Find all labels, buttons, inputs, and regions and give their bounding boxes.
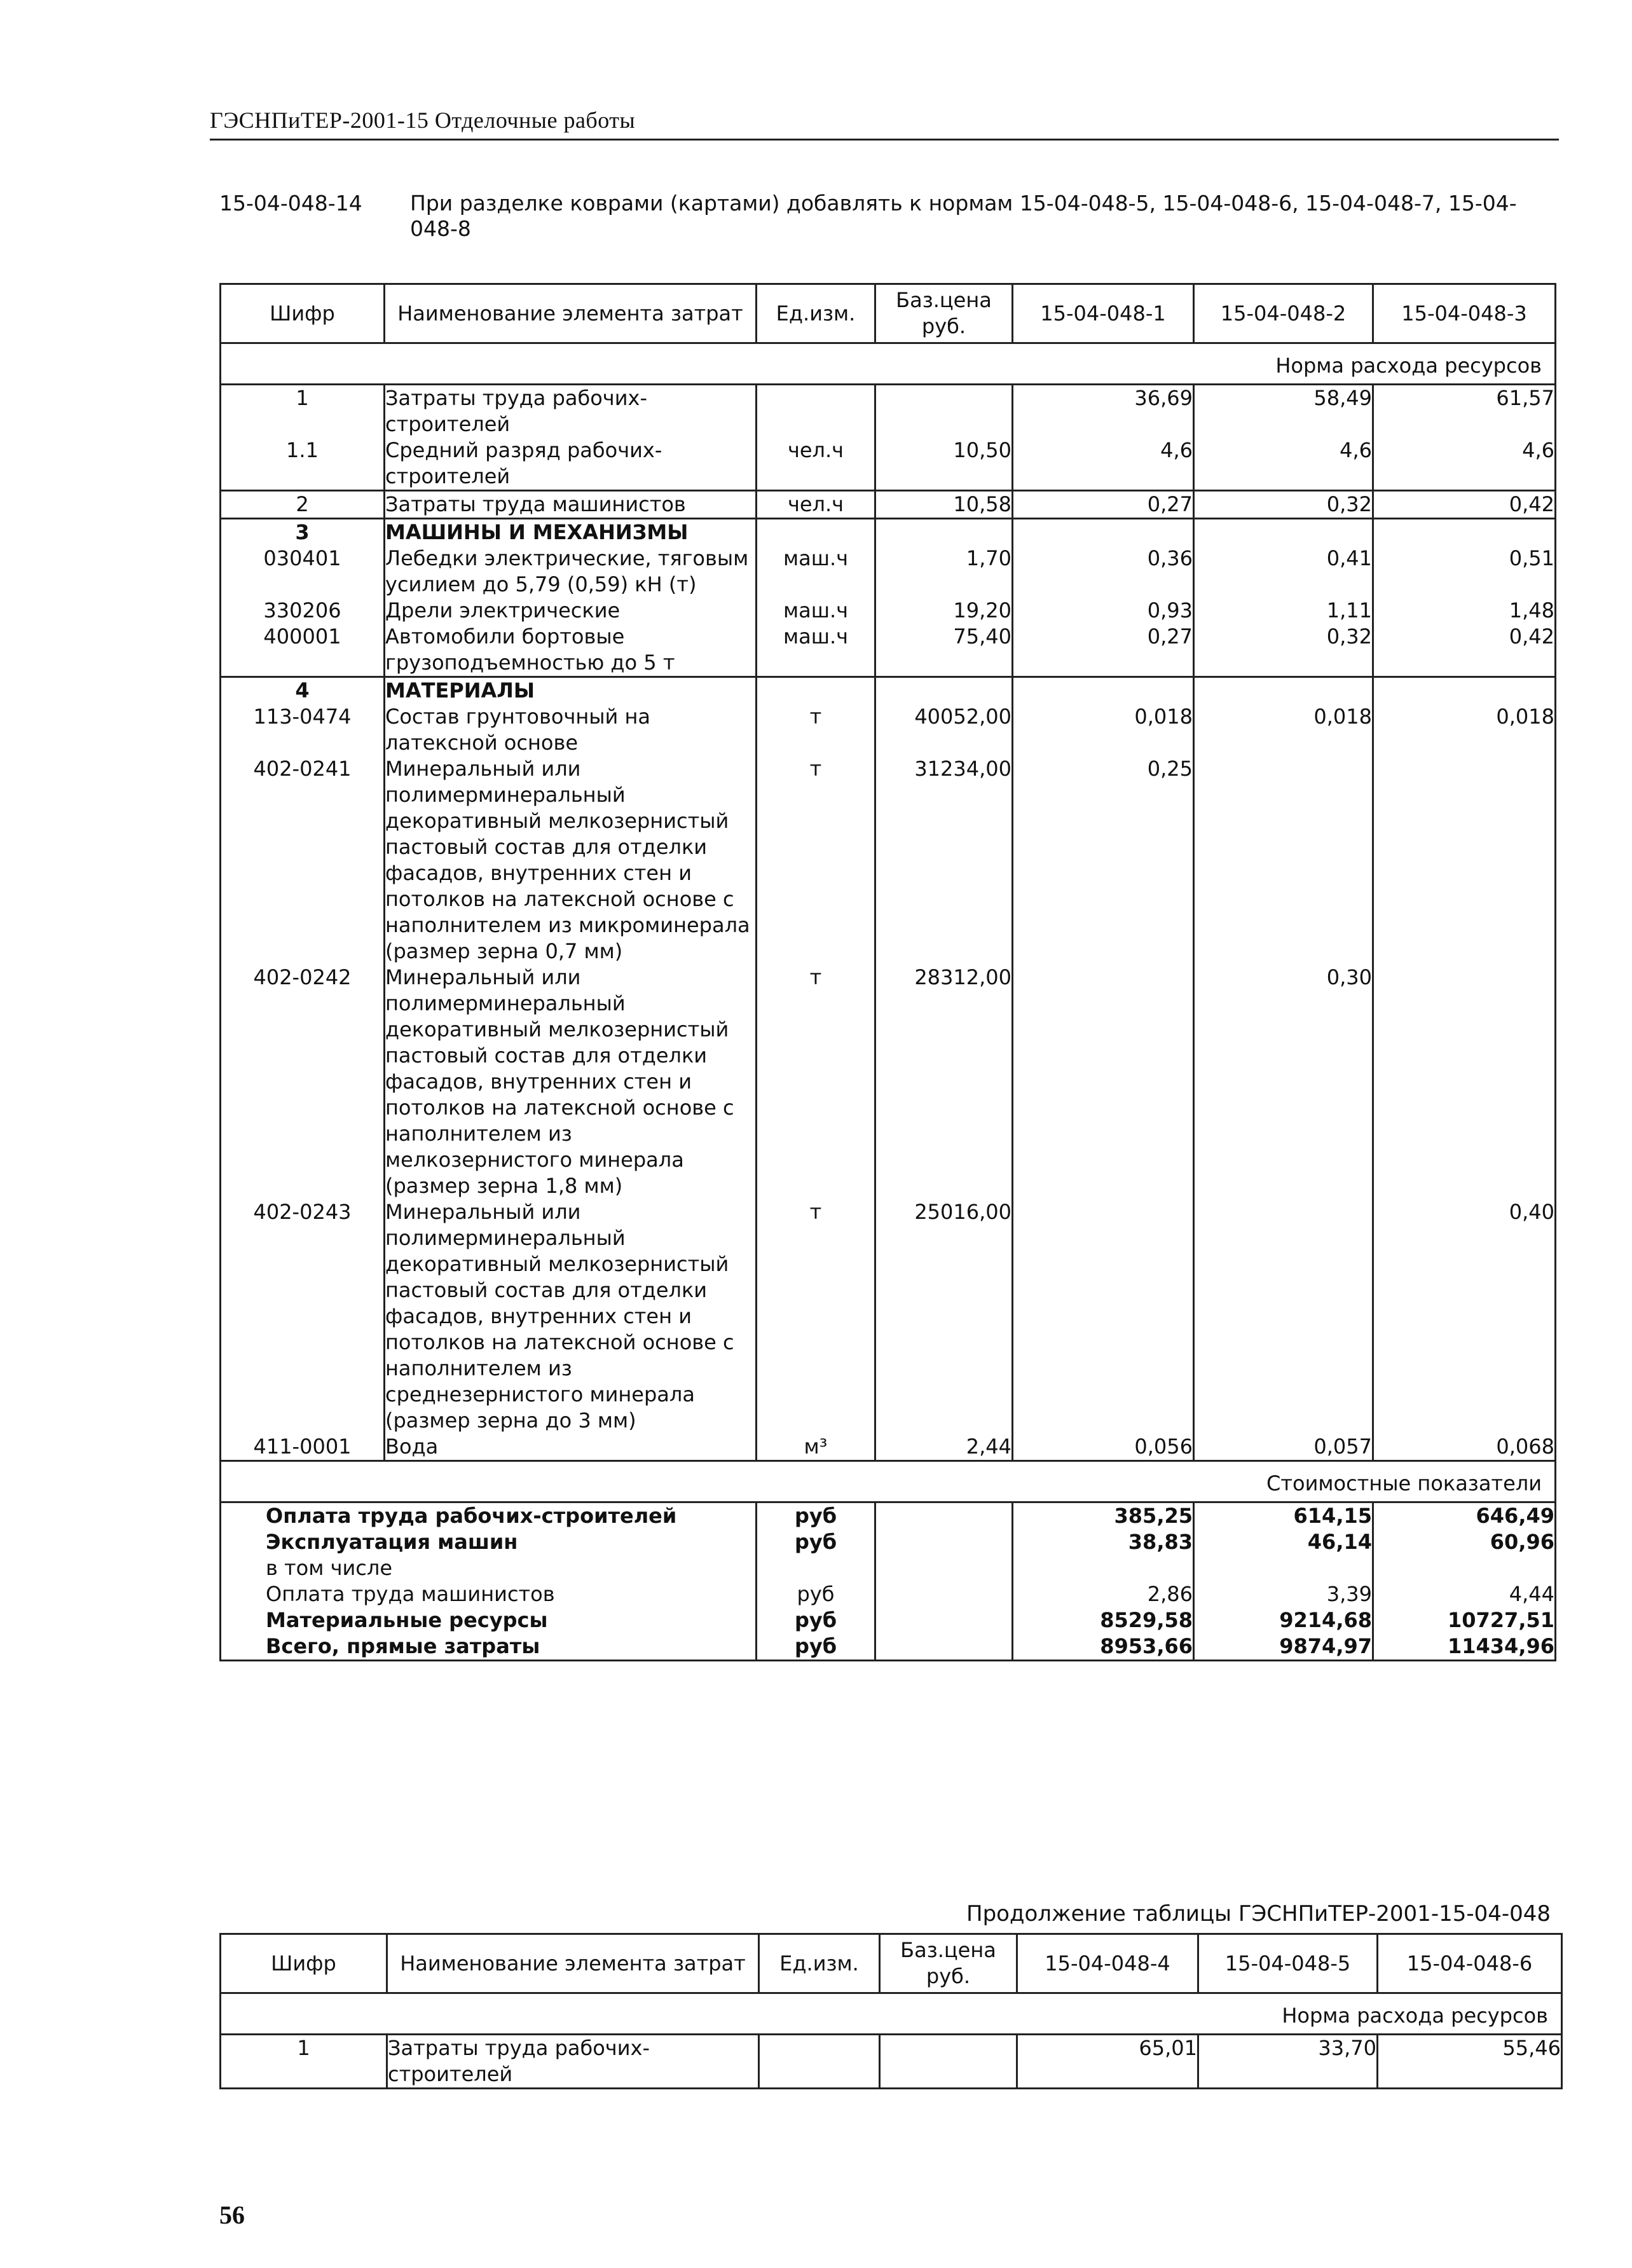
cell-norm-1: 0,36	[1013, 546, 1194, 598]
cell-norm-1: 0,018	[1013, 704, 1194, 756]
cell-price: 25016,00	[875, 1199, 1013, 1434]
cell-unit: маш.ч	[757, 598, 875, 624]
cell-norm-1: 0,25	[1013, 756, 1194, 965]
cost-value-1: 385,25	[1013, 1502, 1194, 1530]
cell-price: 75,40	[875, 624, 1013, 677]
cell-code: 3	[221, 519, 385, 546]
cell-name: МАТЕРИАЛЫ	[385, 677, 757, 704]
note-text: При разделке коврами (картами) добавлять к нормам 15-04-048-5, 15-04-048-6, 15-04-048-7, 15-04-048-8	[410, 191, 1517, 241]
norm-section-row	[221, 343, 1556, 385]
running-title: ГЭСНПиТЕР-2001-15 Отделочные работы	[210, 107, 636, 133]
cell-code: 113-0474	[221, 704, 385, 756]
table-row	[221, 385, 1556, 438]
col-header-unit: Ед.изм.	[759, 1934, 880, 1993]
cost-value-2: 46,14	[1194, 1529, 1373, 1555]
cell-norm-1: 0,93	[1013, 598, 1194, 624]
table-row	[221, 965, 1556, 1199]
cell-name: Затраты труда рабочих-строителей	[385, 385, 757, 438]
cell-unit	[757, 385, 875, 438]
cell-norm-2: 0,41	[1194, 546, 1373, 598]
cost-section-label: Стоимостные показатели	[221, 1461, 1556, 1502]
cost-row	[221, 1555, 1556, 1581]
cell-norm-2: 33,70	[1198, 2035, 1378, 2089]
table-row	[221, 546, 1556, 598]
cell-code: 2	[221, 491, 385, 519]
page-number: 56	[219, 2201, 245, 2229]
cell-norm-3: 0,51	[1373, 546, 1556, 598]
cell-price: 1,70	[875, 546, 1013, 598]
cell-norm-1: 4,6	[1013, 437, 1194, 491]
cell-norm-1: 0,056	[1013, 1434, 1194, 1461]
cost-value-3	[1373, 1555, 1556, 1581]
cost-value-1: 8529,58	[1013, 1607, 1194, 1633]
cell-norm-3: 0,42	[1373, 624, 1556, 677]
cell-norm-2: 0,018	[1194, 704, 1373, 756]
cell-unit: чел.ч	[757, 491, 875, 519]
cell-norm-2	[1194, 1199, 1373, 1434]
cost-name: в том числе	[221, 1555, 757, 1581]
cell-name: Средний разряд рабочих-строителей	[385, 437, 757, 491]
cost-value-1: 2,86	[1013, 1581, 1194, 1607]
cell-code: 1.1	[221, 437, 385, 491]
section-row-materials	[221, 677, 1556, 704]
cell-norm-3: 55,46	[1378, 2035, 1562, 2089]
cost-name: Материальные ресурсы	[221, 1607, 757, 1633]
cell-name: Лебедки электрические, тяговым усилием до 5,79 (0,59) кН (т)	[385, 546, 757, 598]
cell-norm-1	[1013, 1199, 1194, 1434]
cost-row	[221, 1502, 1556, 1530]
cell-name: Автомобили бортовые грузоподъемностью до 5 т	[385, 624, 757, 677]
col-header-code: Шифр	[221, 1934, 387, 1993]
cell-price: 2,44	[875, 1434, 1013, 1461]
cell-norm-3: 0,018	[1373, 704, 1556, 756]
col-header-norm-2: 15-04-048-5	[1198, 1934, 1378, 1993]
cell-price	[880, 2035, 1017, 2089]
cell-price: 19,20	[875, 598, 1013, 624]
cost-unit: руб	[757, 1633, 875, 1661]
cell-code: 402-0243	[221, 1199, 385, 1434]
cost-value-2	[1194, 1555, 1373, 1581]
cell-norm-2: 0,32	[1194, 624, 1373, 677]
cost-section-row	[221, 1461, 1556, 1502]
cell-code: 402-0241	[221, 756, 385, 965]
cost-value-3: 646,49	[1373, 1502, 1556, 1530]
cell-unit: т	[757, 756, 875, 965]
cost-unit: руб	[757, 1502, 875, 1530]
norm-section-label: Норма расхода ресурсов	[221, 1993, 1562, 2035]
cost-row	[221, 1581, 1556, 1607]
cell-code: 1	[221, 385, 385, 438]
table-row	[221, 598, 1556, 624]
cost-value-2: 3,39	[1194, 1581, 1373, 1607]
cost-value-2: 9214,68	[1194, 1607, 1373, 1633]
cell-code: 402-0242	[221, 965, 385, 1199]
cell-name: Минеральный или полимерминеральный декоративный мелкозернистый пастовый состав для отделки фасадов, внутренних стен и потолков на латексной основе с наполнителем из мелкозернистого минерала (размер зерна 1,8 мм)	[385, 965, 757, 1199]
cost-unit: руб	[757, 1581, 875, 1607]
cell-norm-2: 0,32	[1194, 491, 1373, 519]
cost-value-3: 60,96	[1373, 1529, 1556, 1555]
table-header-row	[221, 284, 1556, 343]
cell-price: 10,58	[875, 491, 1013, 519]
cell-name: Состав грунтовочный на латексной основе	[385, 704, 757, 756]
table-row	[221, 704, 1556, 756]
cell-norm-2: 0,30	[1194, 965, 1373, 1199]
col-header-price: Баз.цена руб.	[875, 284, 1013, 343]
cost-name: Всего, прямые затраты	[221, 1633, 757, 1661]
cell-unit: т	[757, 1199, 875, 1434]
cell-unit: т	[757, 965, 875, 1199]
resource-table-1	[219, 283, 1556, 1661]
cell-norm-3: 0,42	[1373, 491, 1556, 519]
cell-norm-1: 0,27	[1013, 491, 1194, 519]
cell-code: 1	[221, 2035, 387, 2089]
cost-value-1: 8953,66	[1013, 1633, 1194, 1661]
cell-name: Вода	[385, 1434, 757, 1461]
col-header-norm-3: 15-04-048-6	[1378, 1934, 1562, 1993]
cell-unit: т	[757, 704, 875, 756]
cost-value-3: 10727,51	[1373, 1607, 1556, 1633]
section-row-machines	[221, 519, 1556, 546]
cell-norm-2: 58,49	[1194, 385, 1373, 438]
col-header-norm-1: 15-04-048-1	[1013, 284, 1194, 343]
cost-value-2: 614,15	[1194, 1502, 1373, 1530]
cell-norm-3	[1373, 756, 1556, 965]
cell-norm-2: 1,11	[1194, 598, 1373, 624]
note-code: 15-04-048-14	[219, 191, 362, 216]
cost-value-1: 38,83	[1013, 1529, 1194, 1555]
col-header-unit: Ед.изм.	[757, 284, 875, 343]
cell-code: 4	[221, 677, 385, 704]
cell-norm-3	[1373, 965, 1556, 1199]
resource-table-2	[219, 1933, 1563, 2089]
cost-value-3: 11434,96	[1373, 1633, 1556, 1661]
cell-code: 030401	[221, 546, 385, 598]
cell-name: МАШИНЫ И МЕХАНИЗМЫ	[385, 519, 757, 546]
col-header-name: Наименование элемента затрат	[385, 284, 757, 343]
continuation-caption: Продолжение таблицы ГЭСНПиТЕР-2001-15-04-048	[966, 1901, 1551, 1927]
table-row	[221, 756, 1556, 965]
cost-value-3: 4,44	[1373, 1581, 1556, 1607]
cell-norm-3: 4,6	[1373, 437, 1556, 491]
table-header-row	[221, 1934, 1562, 1993]
cost-name: Оплата труда рабочих-строителей	[221, 1502, 757, 1530]
cell-norm-3: 61,57	[1373, 385, 1556, 438]
cell-norm-2: 0,057	[1194, 1434, 1373, 1461]
cell-unit	[759, 2035, 880, 2089]
cost-unit	[757, 1555, 875, 1581]
cost-row-total	[221, 1633, 1556, 1661]
cell-name: Затраты труда машинистов	[385, 491, 757, 519]
cell-name: Дрели электрические	[385, 598, 757, 624]
norm-section-row	[221, 1993, 1562, 2035]
cell-name: Минеральный или полимерминеральный декоративный мелкозернистый пастовый состав для отделки фасадов, внутренних стен и потолков на латексной основе с наполнителем из среднезернистого минерала (размер зерна до 3 мм)	[385, 1199, 757, 1434]
cell-price	[875, 385, 1013, 438]
cost-name: Оплата труда машинистов	[221, 1581, 757, 1607]
col-header-norm-3: 15-04-048-3	[1373, 284, 1556, 343]
cell-code: 411-0001	[221, 1434, 385, 1461]
cell-norm-1: 36,69	[1013, 385, 1194, 438]
cell-norm-3: 0,068	[1373, 1434, 1556, 1461]
cell-code: 330206	[221, 598, 385, 624]
table-row	[221, 1199, 1556, 1434]
table-row	[221, 437, 1556, 491]
cell-norm-3: 1,48	[1373, 598, 1556, 624]
col-header-price: Баз.цена руб.	[880, 1934, 1017, 1993]
cell-unit: маш.ч	[757, 546, 875, 598]
header-rule	[210, 139, 1559, 141]
cost-unit: руб	[757, 1607, 875, 1633]
norm-section-label: Норма расхода ресурсов	[221, 343, 1556, 385]
cell-norm-3: 0,40	[1373, 1199, 1556, 1434]
table-row	[221, 1434, 1556, 1461]
cost-unit: руб	[757, 1529, 875, 1555]
table-row	[221, 624, 1556, 677]
cell-unit: чел.ч	[757, 437, 875, 491]
col-header-norm-2: 15-04-048-2	[1194, 284, 1373, 343]
cell-name: Затраты труда рабочих-строителей	[387, 2035, 759, 2089]
cell-price: 31234,00	[875, 756, 1013, 965]
cell-norm-2: 4,6	[1194, 437, 1373, 491]
cost-name: Эксплуатация машин	[221, 1529, 757, 1555]
cell-unit: м³	[757, 1434, 875, 1461]
cell-code: 400001	[221, 624, 385, 677]
cost-row	[221, 1607, 1556, 1633]
cost-value-2: 9874,97	[1194, 1633, 1373, 1661]
cell-price: 28312,00	[875, 965, 1013, 1199]
table-row	[221, 2035, 1562, 2089]
cell-norm-2	[1194, 756, 1373, 965]
cell-norm-1: 0,27	[1013, 624, 1194, 677]
cell-unit: маш.ч	[757, 624, 875, 677]
cost-value-1	[1013, 1555, 1194, 1581]
table-row	[221, 491, 1556, 519]
cell-norm-1	[1013, 965, 1194, 1199]
cell-price: 10,50	[875, 437, 1013, 491]
col-header-name: Наименование элемента затрат	[387, 1934, 759, 1993]
col-header-norm-1: 15-04-048-4	[1017, 1934, 1198, 1993]
cell-price: 40052,00	[875, 704, 1013, 756]
cell-norm-1: 65,01	[1017, 2035, 1198, 2089]
col-header-code: Шифр	[221, 284, 385, 343]
cell-name: Минеральный или полимерминеральный декоративный мелкозернистый пастовый состав для отделки фасадов, внутренних стен и потолков на латексной основе с наполнителем из микроминерала (размер зерна 0,7 мм)	[385, 756, 757, 965]
cost-row	[221, 1529, 1556, 1555]
